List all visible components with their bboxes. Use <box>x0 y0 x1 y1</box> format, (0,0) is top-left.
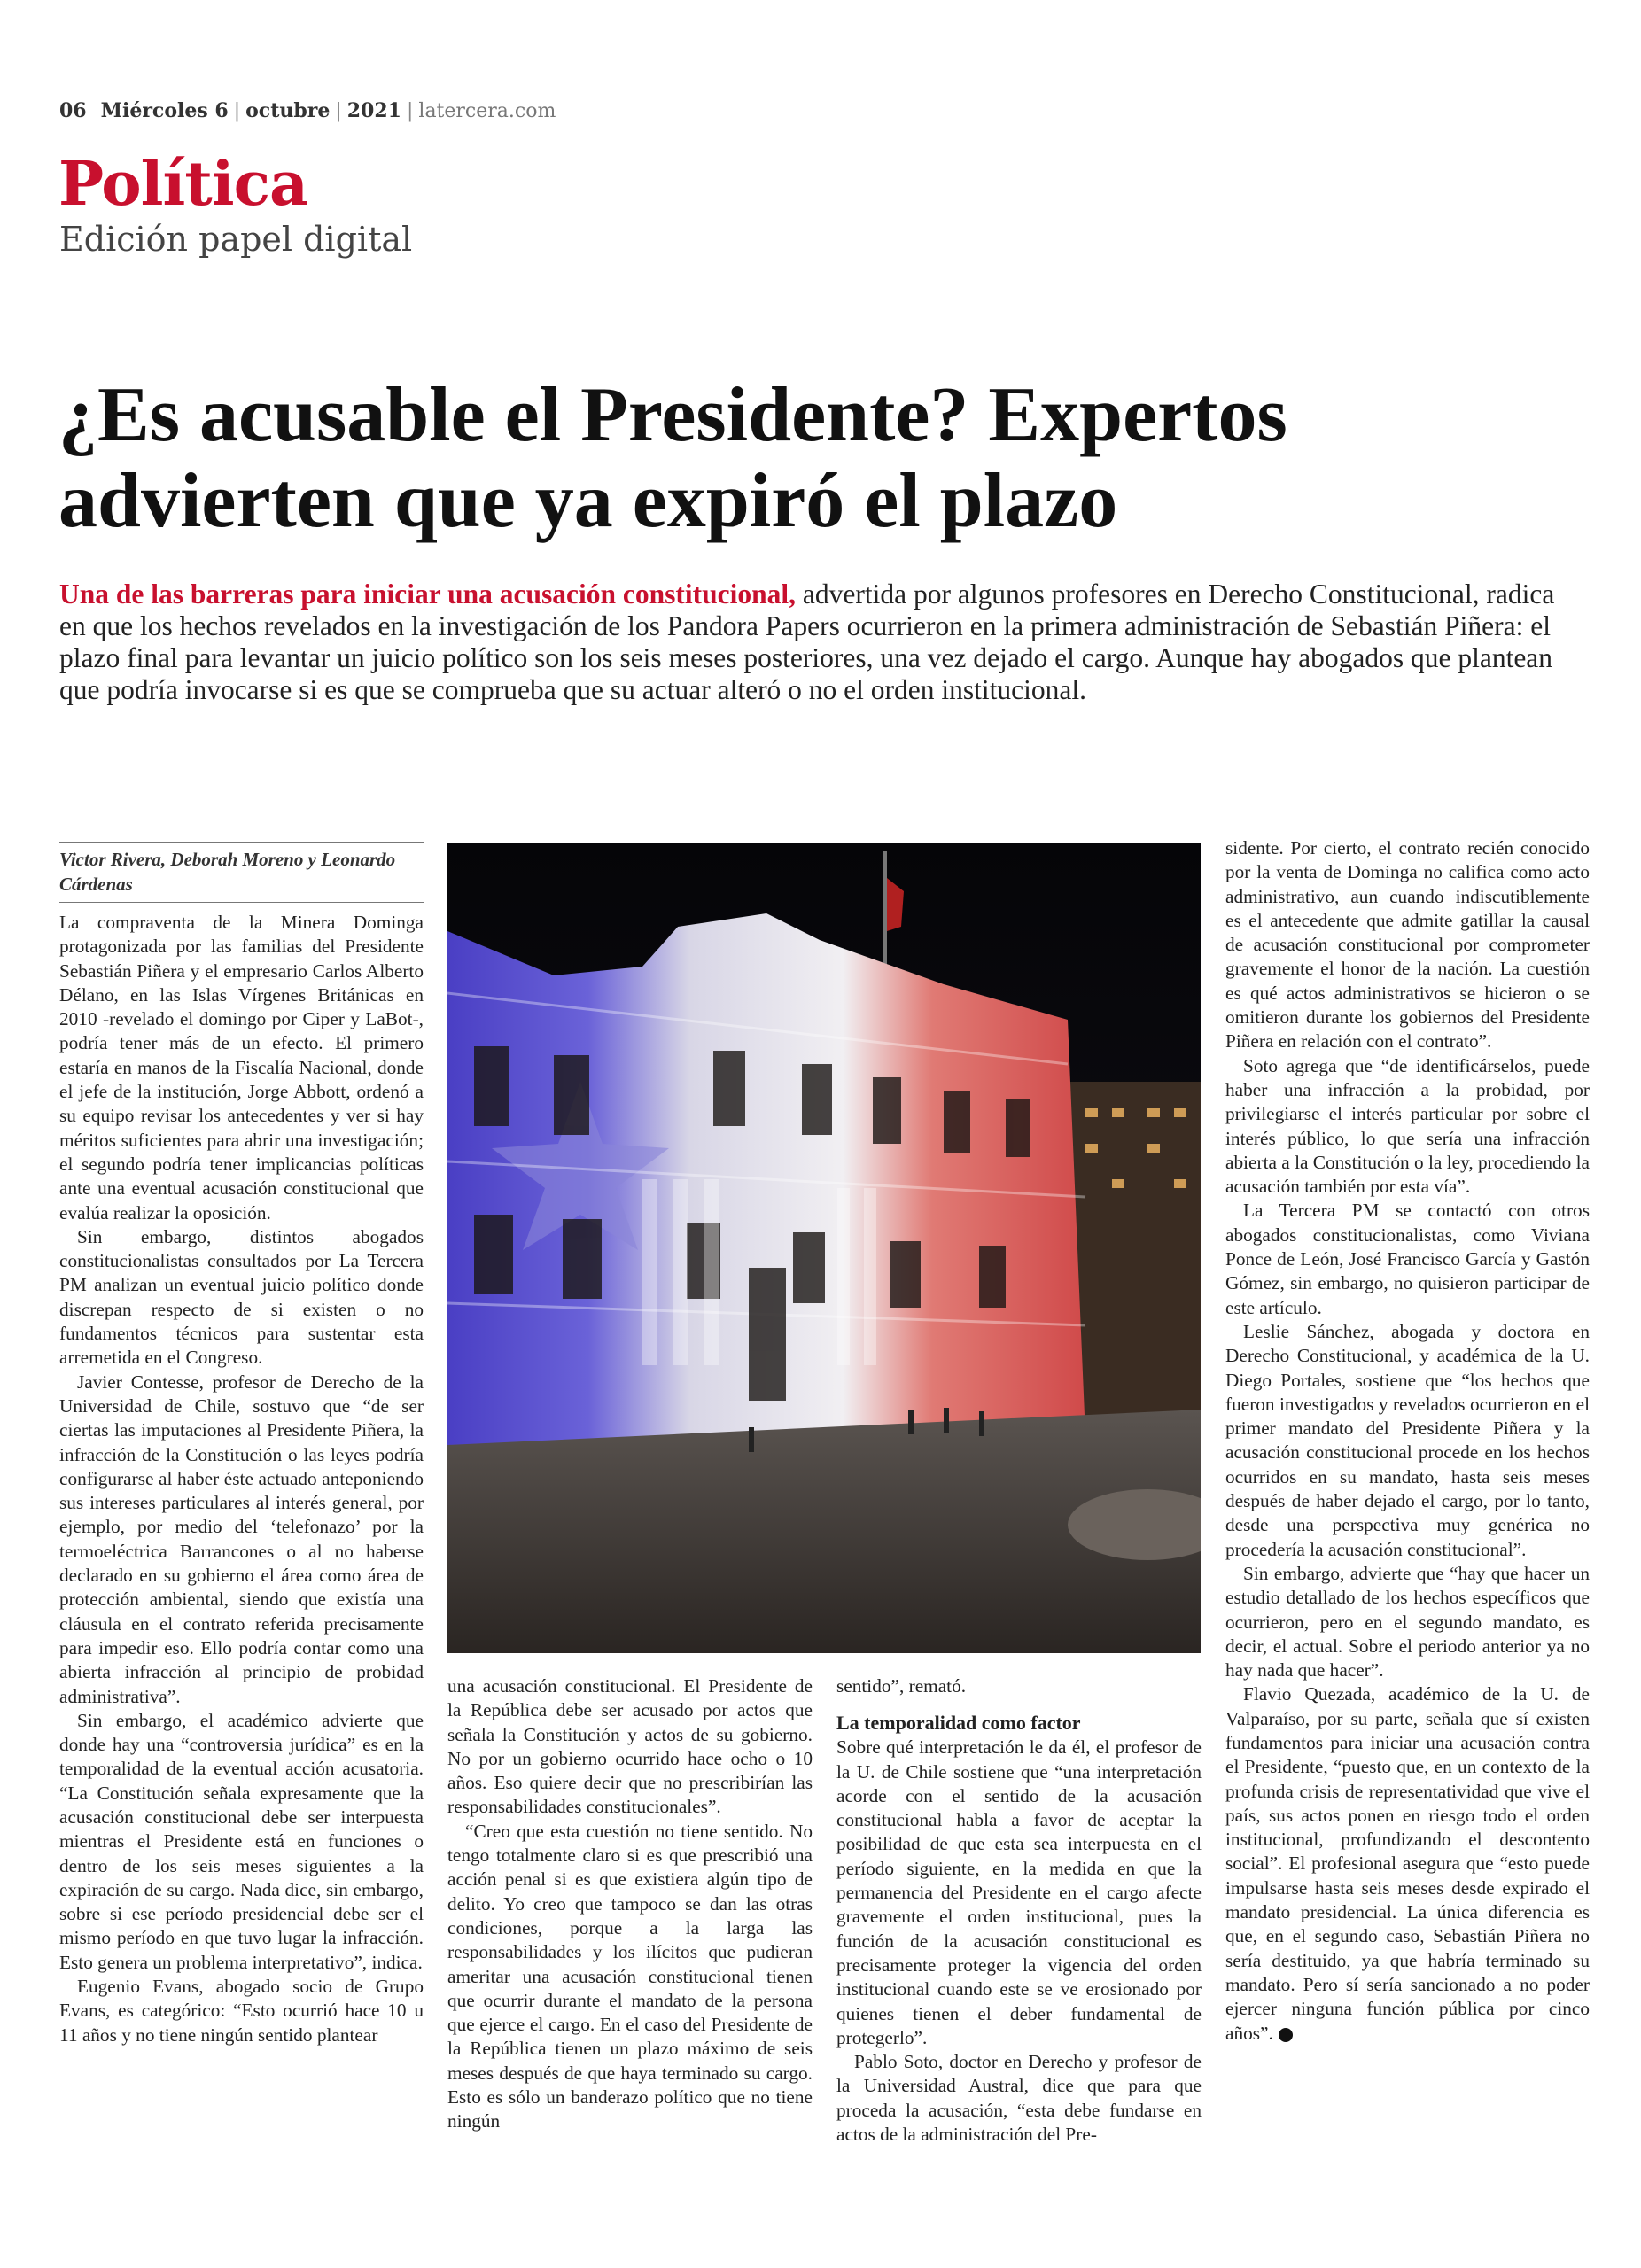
paragraph-text: Flavio Quezada, académico de la U. de Valparaíso, por su parte, señala que sí existen fundamentos para iniciar una acusación contra el Presidente, “puesto que, en un contexto de la profunda crisis de representatividad que vive el país, sus actos ponen en riesgo todo el orden institucional, profundizando el descontento social”. El profesional asegura que “esto puede impulsarse hasta seis meses desde expirado el mandato presidencial. La única diferencia es que, en el segundo caso, Sebastián Piñera no sería destituido, ya que habría terminado su mandato. Pero sí sería sancionado a no poder ejercer ninguna función pública por cinco años”. <box>1225 1683 1590 2044</box>
section-subtitle: Edición papel digital <box>59 220 413 259</box>
issue-month: octubre <box>245 99 331 122</box>
article-column-3 <box>836 1674 1202 2147</box>
paragraph: Leslie Sánchez, abogada y doctora en Derecho Constitucional, y académica de la U. Diego Portales, sostiene que “los hechos que fueron investigados y revelados ocurrieron en el primer mandato del Presidente Piñera y la acusación constitucional procede en los hechos ocurridos en su mandato, hasta seis meses después de haber dejado el cargo, por lo tanto, desde una perspectiva muy genérica no procedería la acusación constitucional”. <box>1225 1320 1590 1560</box>
paragraph: Sin embargo, distintos abogados constitucionalistas consultados por La Tercera PM analizan un eventual juicio político donde discrepan respecto de si existen o no fundamentos técnicos para sustentar esta arremetida en el Congreso. <box>59 1225 424 1369</box>
paragraph <box>1225 1682 1590 2045</box>
paragraph: La Tercera PM se contactó con otros abogados constitucionalistas, como Viviana Ponce de León, José Francisco García y Gastón Gómez, sin embargo, no quisieron participar de este artículo. <box>1225 1200 1590 1318</box>
paragraph: Sin embargo, advierte que “hay que hacer un estudio detallado de los hechos específicos que ocurrieron, pero en el segundo mandato, es decir, el actual. Sobre el periodo anterior ya no hay nada que hacer”. <box>1225 1562 1590 1682</box>
paragraph: Pablo Soto, doctor en Derecho y profesor de la Universidad Austral, dice que para que proceda la acusación, “esta debe fundarse en actos de la administración del Pre- <box>836 2051 1202 2146</box>
byline-rule <box>59 842 424 843</box>
paragraph: Sin embargo, el académico advierte que donde hay una “controversia jurídica” es en la temporalidad de la eventual acción acusatoria. “La Constitución señala expresamente que la acusación constitucional debe ser interpuesta mientras el Presidente está en funciones o dentro de los seis meses siguientes a la expiración de su cargo. Nada dice, sin embargo, sobre si ese período presidencial debe ser el mismo período en que tuvo lugar la infracción. Esto genera un problema interpretativo”, indica. <box>59 1709 424 1973</box>
paragraph: Soto agrega que “de identificárselos, puede haber una infracción a la probidad, por privilegiarse el interés particular por sobre el interés público, lo que sería una infracción abierta a la Constitución o la ley, procediendo la acusación también por esta vía”. <box>1225 1054 1590 1198</box>
paragraph: una acusación constitucional. El Presidente de la República debe ser acusado por actos que señala la Constitución y actos de su gobierno. No por un gobierno ocurrido hace ocho o 10 años. Eso quiere decir que no prescribirían las responsabilidades constitucionales”. <box>447 1675 813 1818</box>
article-column-4 <box>1225 836 1590 2046</box>
separator: | <box>233 100 241 122</box>
end-mark-icon <box>1279 2028 1293 2042</box>
issue-weekday-day: Miércoles 6 <box>100 99 229 122</box>
section-title: Política <box>58 149 308 220</box>
byline: Victor Rivera, Deborah Moreno y Leonardo Cárdenas <box>59 849 396 895</box>
paragraph: La compraventa de la Minera Dominga protagonizada por las familias del Presidente Sebastián Piñera y el empresario Carlos Alberto Délano, en las Islas Vírgenes Británicas en 2010 -revelado el domingo por Ciper y LaBot-, podría tener más de un efecto. El primero estaría en manos de la Fiscalía Nacional, donde el jefe de la institución, Jorge Abbott, ordenó a su equipo revisar los antecedentes y ver si hay méritos suficientes para abrir una investigación; el segundo podría tener implicancias políticas ante una eventual acusación constitucional que evalúa realizar la oposición. <box>59 912 424 1223</box>
headline: ¿Es acusable el Presidente? Expertos advierten que ya expiró el plazo <box>58 372 1287 544</box>
issue-line <box>59 99 556 122</box>
separator: | <box>406 100 414 122</box>
issue-year: 2021 <box>346 99 401 122</box>
byline-rule <box>59 902 424 903</box>
deck-lead: Una de las barreras para iniciar una acusación constitucional, <box>59 579 797 610</box>
paragraph: Javier Contesse, profesor de Derecho de la Universidad de Chile, sostuvo que “de ser ciertas las imputaciones al Presidente Piñera, la infracción de la Constitución o las leyes podría configurarse al haber éste actuado anteponiendo sus intereses particulares al interés general, por ejemplo, por medio del ‘telefonazo’ por la termoeléctrica Barrancones o al no haberse declarado en su gobierno el área como área de protección ambiental, siendo que existía una cláusula en el contrato referida precisamente para impedir eso. Ello podría contar como una abierta infracción al principio de probidad administrativa”. <box>59 1371 424 1707</box>
article-photo <box>447 843 1201 1653</box>
la-moneda-photo <box>447 843 1201 1653</box>
paragraph: sidente. Por cierto, el contrato recién conocido por la venta de Dominga no califica como acto administrativo, aun cuando indiscutiblemente es el antecedente que admite gatillar la causal de acusación constitucional por comprometer gravemente el honor de la nación. La cuestión es qué actos administrativos se hicieron o se omitieron durante los gobiernos del Presidente Piñera en relación con el contrato”. <box>1225 837 1590 1052</box>
deck-body: advertida por algunos profesores en Derecho Constitucional, radica en que los hechos revelados en la investigación de los Pandora Papers ocurrieron en la primera administración de Sebastián Piñera: el plazo final para levantar un juicio político son los seis meses posteriores, una vez dejado el cargo. Aunque hay abogados que plantean que podría invocarse si es que se comprueba que su actuar alteró o no el orden institucional. <box>59 579 1555 705</box>
site-link[interactable]: latercera.com <box>418 100 556 122</box>
deck <box>59 579 1566 706</box>
article-column-1 <box>59 911 424 2047</box>
paragraph: Eugenio Evans, abogado socio de Grupo Evans, es categórico: “Esto ocurrió hace 10 u 11 años y no tiene ningún sentido plantear <box>59 1976 424 2046</box>
separator: | <box>335 100 342 122</box>
article-column-2 <box>447 1674 813 2134</box>
paragraph: “Creo que esta cuestión no tiene sentido. No tengo totalmente claro si es que prescribió una acción penal si es que existiera algún tipo de delito. Yo creo que tampoco se dan las otras condiciones, porque a la larga las responsabilidades y los ilícitos que pudieran ameritar una acusación constitucional tienen que ocurrir durante el mandato de la persona que ejerce el cargo. En el caso del Presidente de la República tienen un plazo máximo de seis meses después de que haya terminado su cargo. Esto es sólo un banderazo político que no tiene ningún <box>447 1820 813 2132</box>
paragraph: Sobre qué interpretación le da él, el profesor de la U. de Chile sostiene que “una interpretación acorde con el sentido de la acusación constitucional habla a favor de aceptar la posibilidad de que esta sea interpuesta en el período siguiente, en la medida en que la permanencia del Presidente en el cargo afecte gravemente el orden institucional, pues la función de la acusación constitucional es precisamente proteger la vigencia del orden institucional cuando este se ve erosionado por quienes tienen el deber fundamental de protegerlo”. <box>836 1736 1202 2048</box>
page-number: 06 <box>59 99 87 122</box>
paragraph: sentido”, remató. <box>836 1675 967 1697</box>
subheading: La temporalidad como factor <box>836 1712 1081 1735</box>
